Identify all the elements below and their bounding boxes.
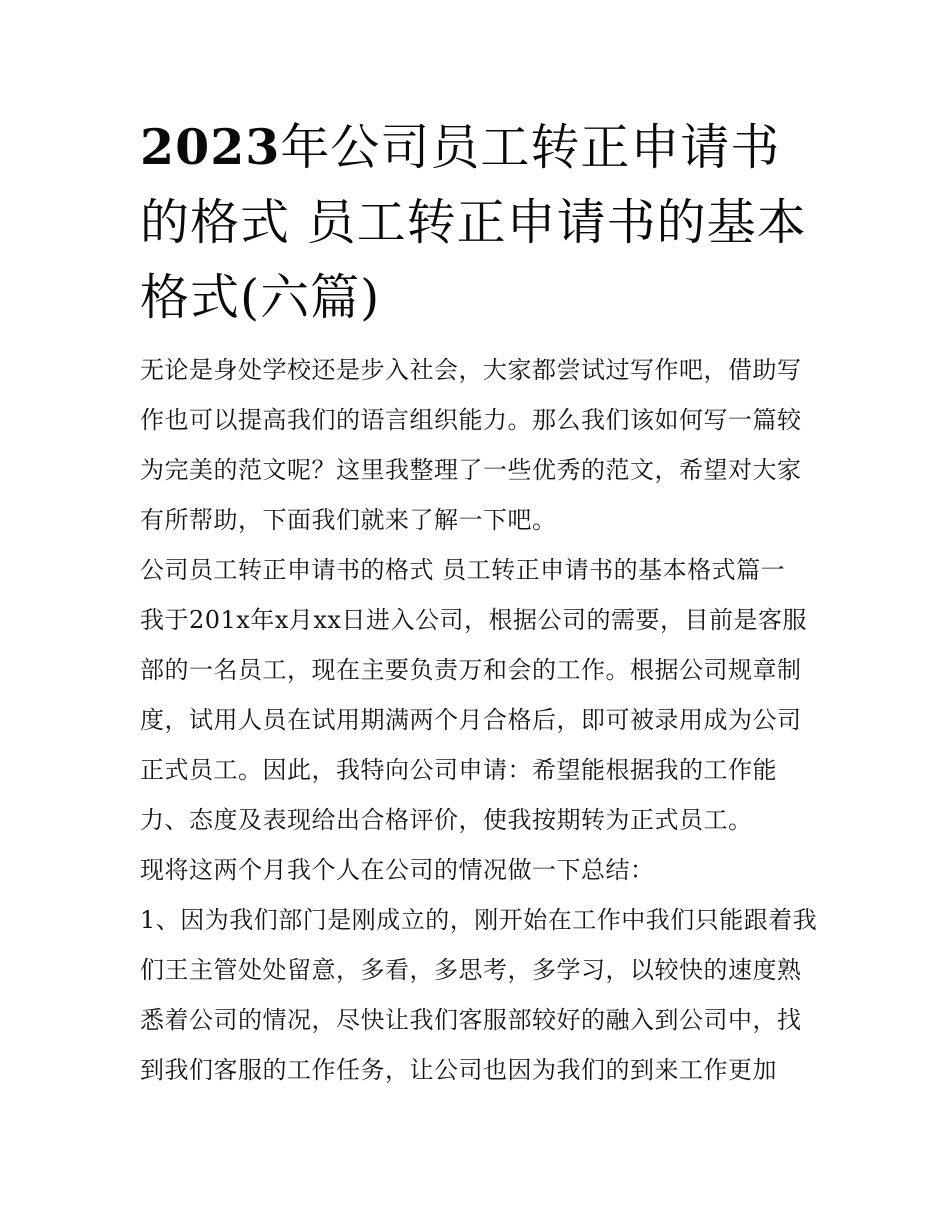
summary-intro-paragraph: 现将这两个月我个人在公司的情况做一下总结： [140, 856, 655, 884]
document-title [140, 110, 820, 335]
title-year: 2023 [140, 118, 281, 176]
title-text: 年公司员工转正申请书的格式 员工转正申请书的基本格式(六篇) [140, 119, 807, 326]
intro-paragraph: 无论是身处学校还是步入社会，大家都尝试过写作吧，借助写作也可以提高我们的语言组织能力。那么我们该如何写一篇较为完美的范文呢？这里我整理了一些优秀的范文，希望对大家有所帮助，下面我们就来了解一下吧。 [140, 356, 802, 534]
section-heading: 公司员工转正申请书的格式 员工转正申请书的基本格式篇一 [140, 556, 786, 584]
body-paragraph: 我于201x年x月xx日进入公司，根据公司的需要，目前是客服部的一名员工，现在主要负责万和会的工作。根据公司规章制度，试用人员在试用期满两个月合格后，即可被录用成为公司正式员工。因此，我特向公司申请：希望能根据我的工作能力、态度及表现给出合格评价，使我按期转为正式员工。 [140, 606, 807, 834]
document-body [140, 110, 820, 1095]
list-item-1: 1、因为我们部门是刚成立的，刚开始在工作中我们只能跟着我们王主管处处留意，多看，多思考，多学习，以较快的速度熟悉着公司的情况，尽快让我们客服部较好的融入到公司中，找到我们客服的工作任务，让公司也因为我们的到来工作更加 [140, 906, 818, 1084]
